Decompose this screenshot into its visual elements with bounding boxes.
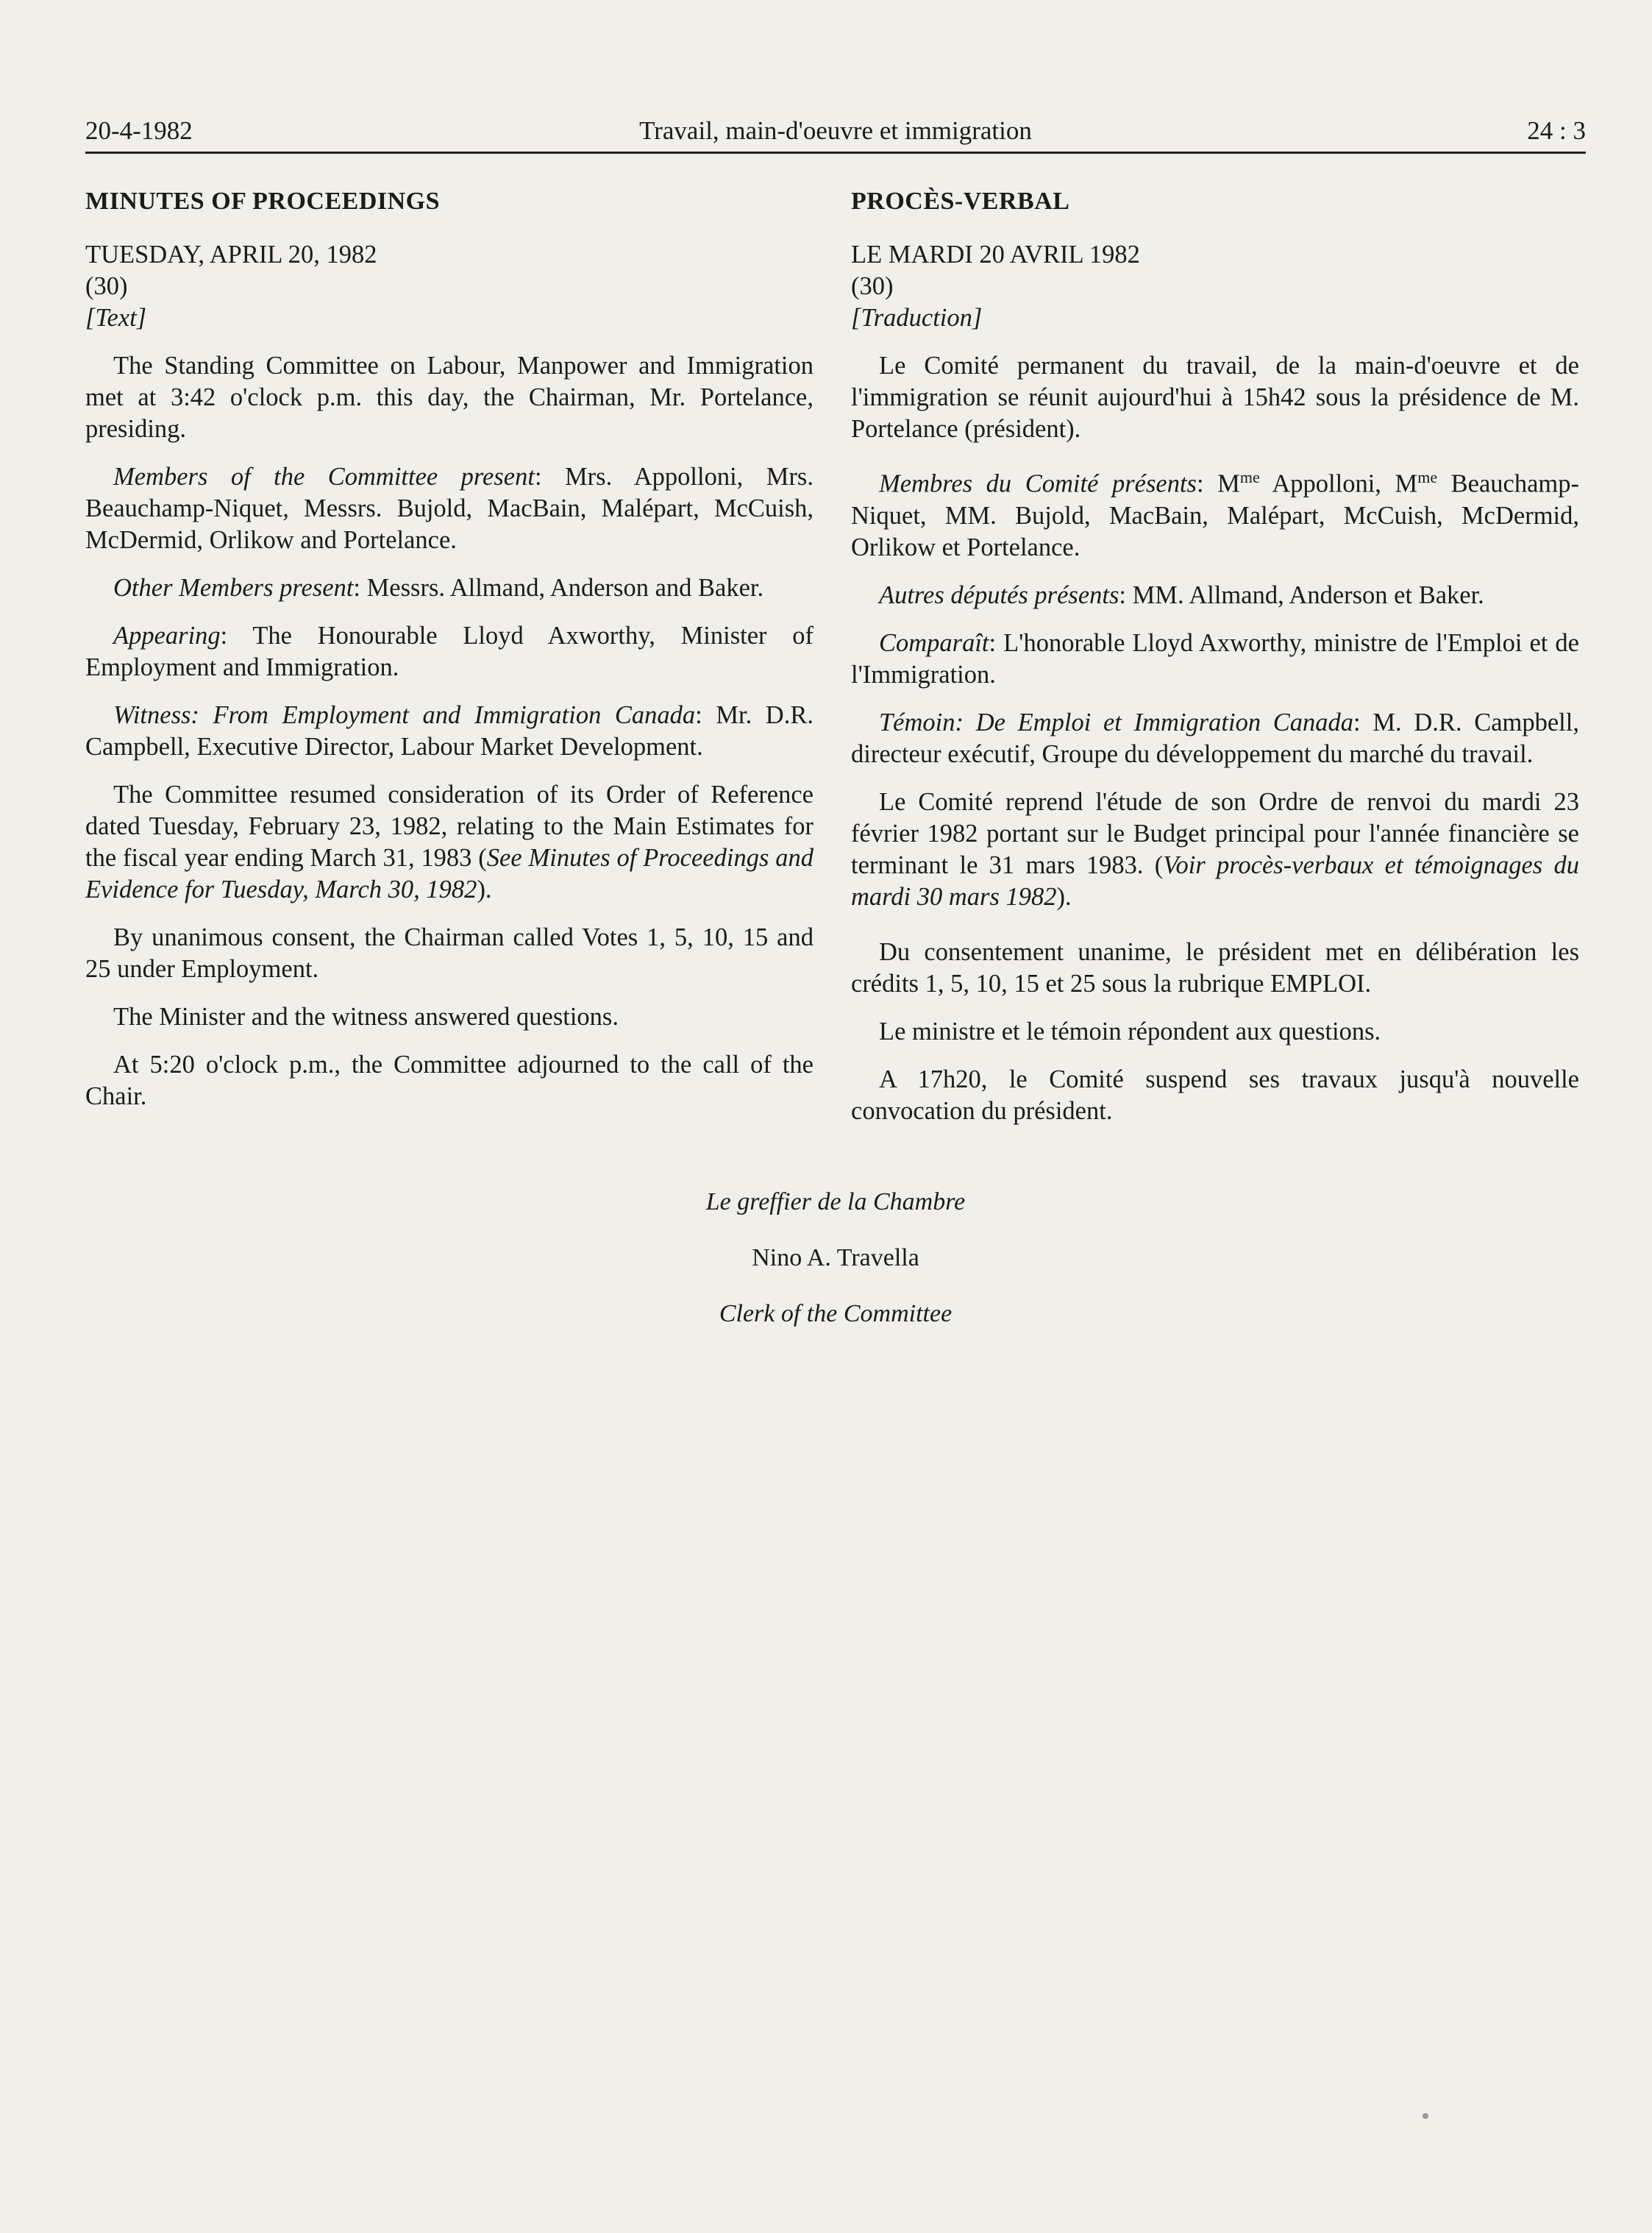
- paper-speck: [1423, 2113, 1428, 2119]
- french-adjourned: A 17h20, le Comité suspend ses travaux jusqu'à nouvelle convocation du président.: [851, 1065, 1579, 1125]
- header-title: Travail, main-d'oeuvre et immigration: [639, 116, 1032, 145]
- signature-title-english: Clerk of the Committee: [719, 1300, 953, 1327]
- english-answered: The Minister and the witness answered questions.: [113, 1003, 619, 1031]
- french-paragraph-opening: Le Comité permanent du travail, de la main-d'oeuvre et de l'immigration se réunit aujourd'hui à 15h42 sous la présidence de M. Portelance (président).: [851, 352, 1579, 443]
- english-resumed: The Committee resumed consideration of its Order of Reference dated Tuesday, February 23, 1982, relating to the Main Estimates for the fiscal year ending March 31, 1983 (See Minutes of Proceedings and Evidence for Tuesday, March 30, 1982).: [85, 781, 813, 904]
- french-votes: Du consentement unanime, le président met en délibération les crédits 1, 5, 10, 15 et 25 sous la rubrique EMPLOI.: [851, 937, 1579, 998]
- french-answered: Le ministre et le témoin répondent aux questions.: [879, 1017, 1381, 1046]
- french-other-members: Autres députés présents: MM. Allmand, Anderson et Baker.: [879, 581, 1484, 609]
- french-witness-label: Témoin: [879, 708, 955, 736]
- signature-block: [85, 1186, 1586, 1354]
- english-heading: MINUTES OF PROCEEDINGS: [85, 188, 441, 215]
- signature-title-french: Le greffier de la Chambre: [705, 1188, 966, 1215]
- french-tag: [Traduction]: [851, 304, 983, 332]
- french-members-label: Membres du Comité présents: [879, 469, 1197, 498]
- english-column: [85, 185, 813, 1129]
- english-tag: [Text]: [85, 304, 147, 332]
- french-appearing: Comparaît: L'honorable Lloyd Axworthy, ministre de l'Emploi et de l'Immigration.: [851, 628, 1579, 689]
- english-members-label: Members of the Committee present: [113, 463, 535, 491]
- english-members-present: Members of the Committee present: Mrs. Appolloni, Mrs. Beauchamp-Niquet, Messrs. Bujold, MacBain, Malépart, McCuish, McDermid, Orlikow and Portelance.: [85, 463, 813, 554]
- english-votes: By unanimous consent, the Chairman called Votes 1, 5, 10, 15 and 25 under Employment.: [85, 923, 813, 983]
- english-other-members: Other Members present: Messrs. Allmand, Anderson and Baker.: [113, 574, 764, 602]
- english-adjourned: At 5:20 o'clock p.m., the Committee adjourned to the call of the Chair.: [85, 1051, 813, 1110]
- french-date-line: LE MARDI 20 AVRIL 1982: [851, 241, 1140, 269]
- english-appearing-label: Appearing: [113, 622, 221, 650]
- english-date-line: TUESDAY, APRIL 20, 1982: [85, 241, 377, 269]
- signature-name: Nino A. Travella: [752, 1244, 919, 1271]
- french-heading: PROCÈS-VERBAL: [851, 188, 1070, 215]
- english-witness: Witness: From Employment and Immigration Canada: Mr. D.R. Campbell, Executive Director, Labour Market Development.: [85, 701, 813, 761]
- header-page-number: 24 : 3: [1527, 116, 1586, 145]
- english-paragraph-opening: The Standing Committee on Labour, Manpower and Immigration met at 3:42 o'clock p.m. this day, the Chairman, Mr. Portelance, presiding.: [85, 352, 813, 443]
- english-number: (30): [85, 272, 128, 300]
- english-appearing: Appearing: The Honourable Lloyd Axworthy, Minister of Employment and Immigration.: [85, 622, 813, 681]
- header-date: 20-4-1982: [85, 116, 193, 145]
- english-other-label: Other Members present: [113, 574, 354, 602]
- french-resumed: Le Comité reprend l'étude de son Ordre de renvoi du mardi 23 février 1982 portant sur le Budget principal pour l'année financière se terminant le 31 mars 1983. (Voir procès-verbaux et témoignages du mardi 30 mars 1982).: [851, 787, 1579, 911]
- french-number: (30): [851, 272, 894, 300]
- page-header: [85, 110, 1586, 154]
- french-appearing-label: Comparaît: [879, 628, 989, 657]
- french-witness: Témoin: De Emploi et Immigration Canada: M. D.R. Campbell, directeur exécutif, Groupe du développement du marché du travail.: [851, 708, 1579, 768]
- french-other-label: Autres députés présents: [879, 581, 1119, 609]
- english-witness-label: Witness: [113, 701, 191, 729]
- french-members-present: Membres du Comité présents: $M^{me}$ Appolloni, $M^{me}$ Beauchamp-Niquet, MM. Bujold, MacBain, Malépart, McCuish, McDermid, Orlikow et Portelance.: [851, 468, 1580, 561]
- french-column: [851, 185, 1579, 1143]
